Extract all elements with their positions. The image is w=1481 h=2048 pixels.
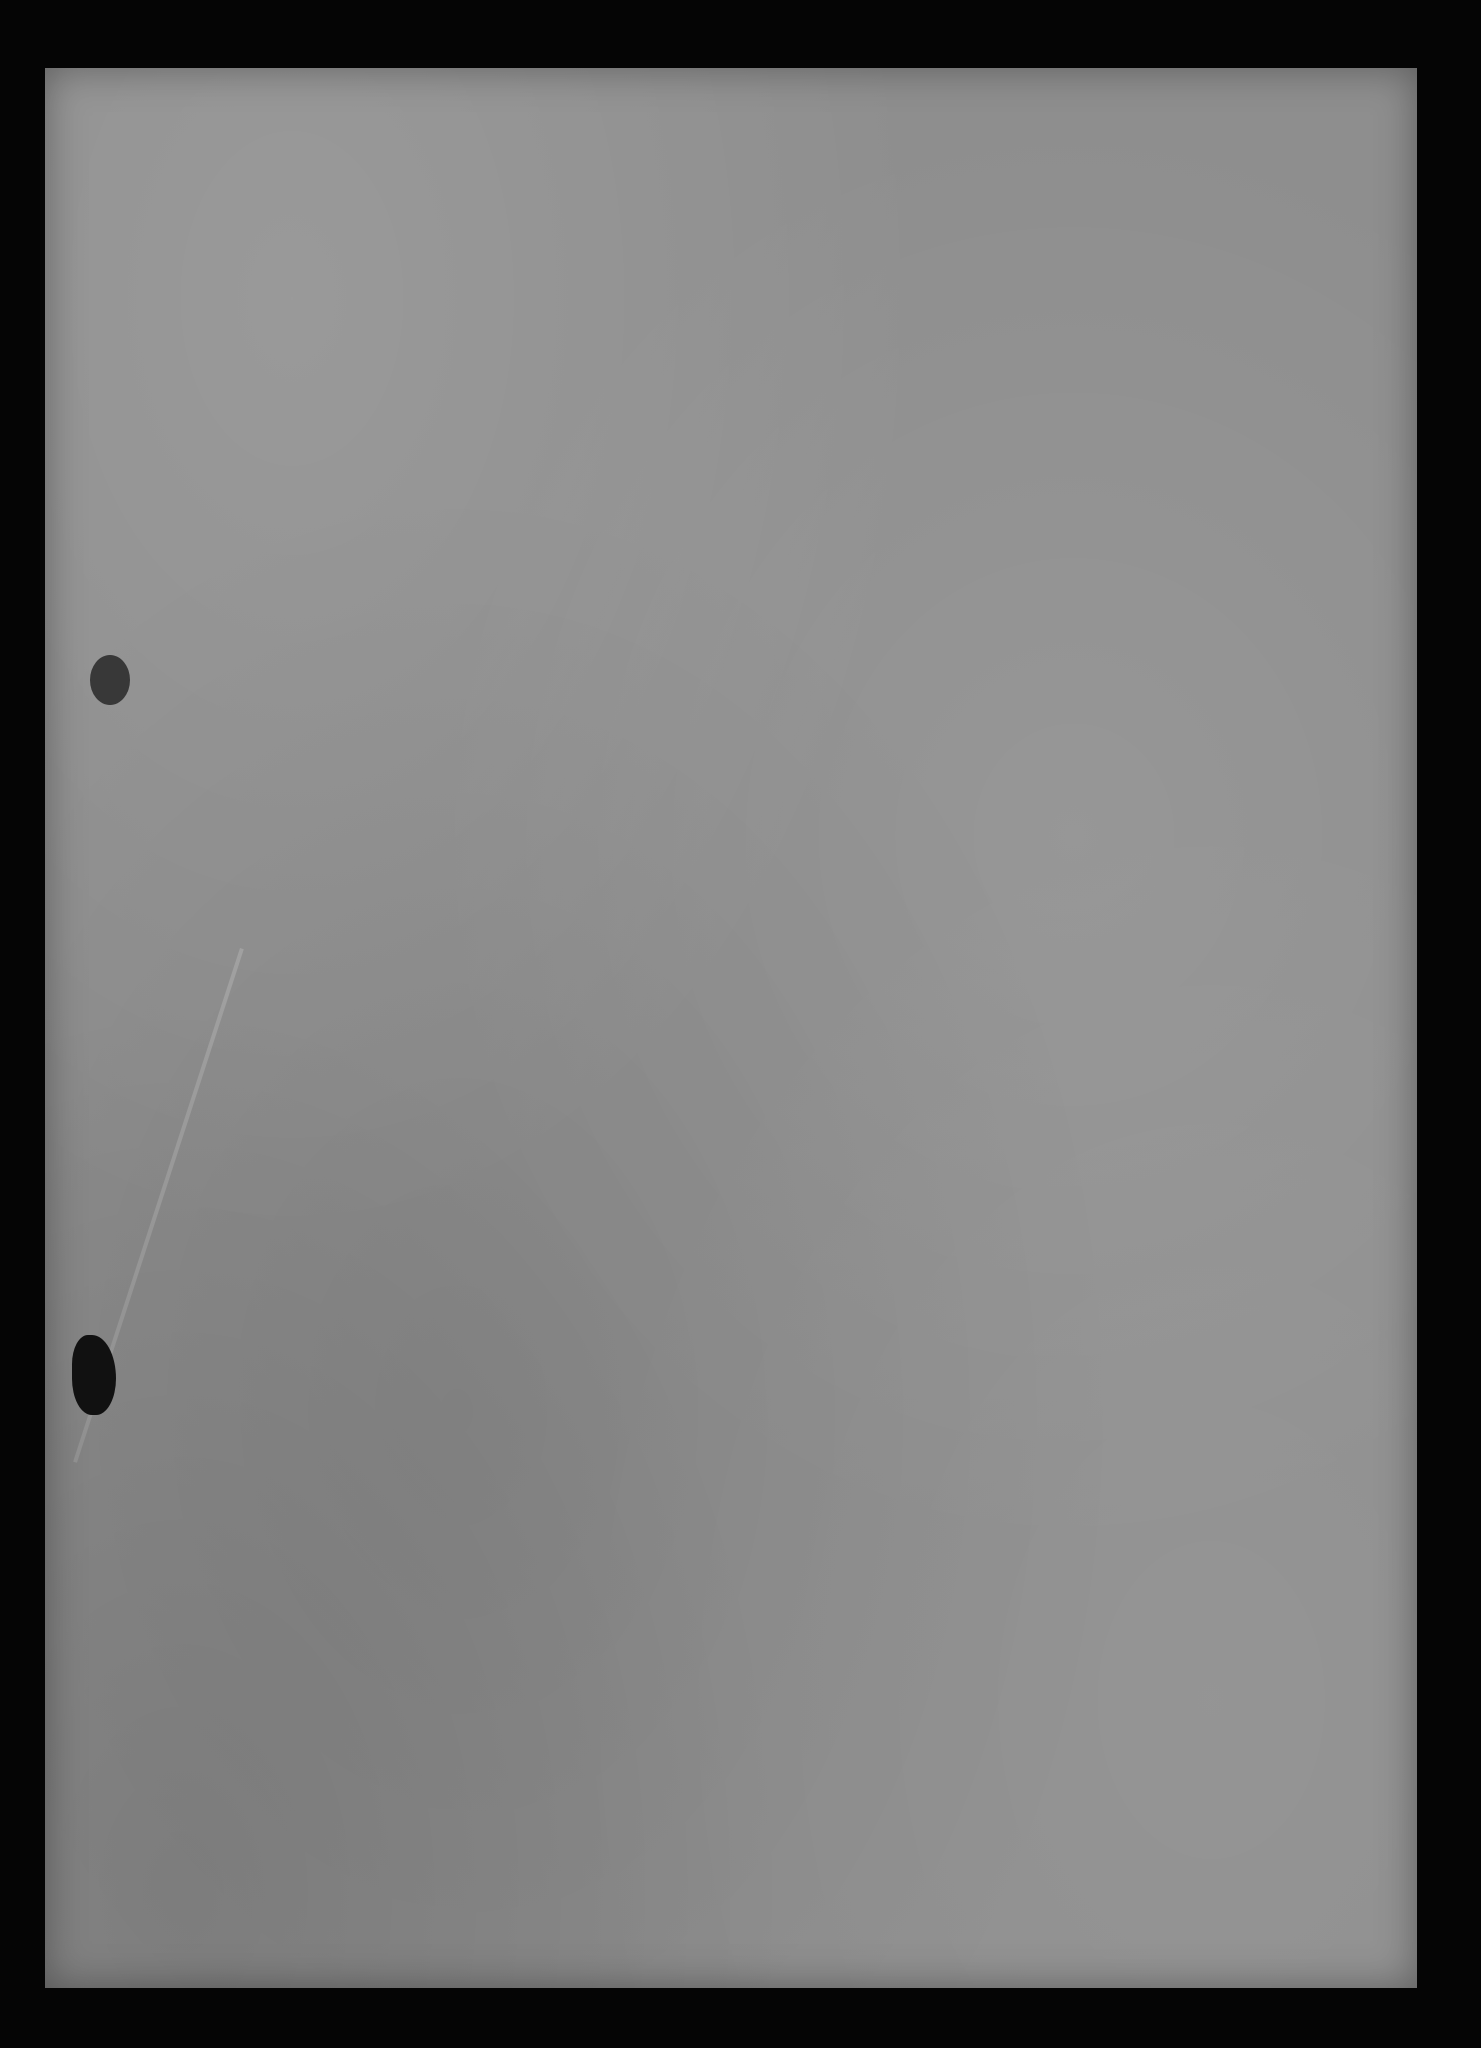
letter-sheet — [45, 68, 1417, 1988]
punch-hole-mark — [90, 655, 130, 705]
